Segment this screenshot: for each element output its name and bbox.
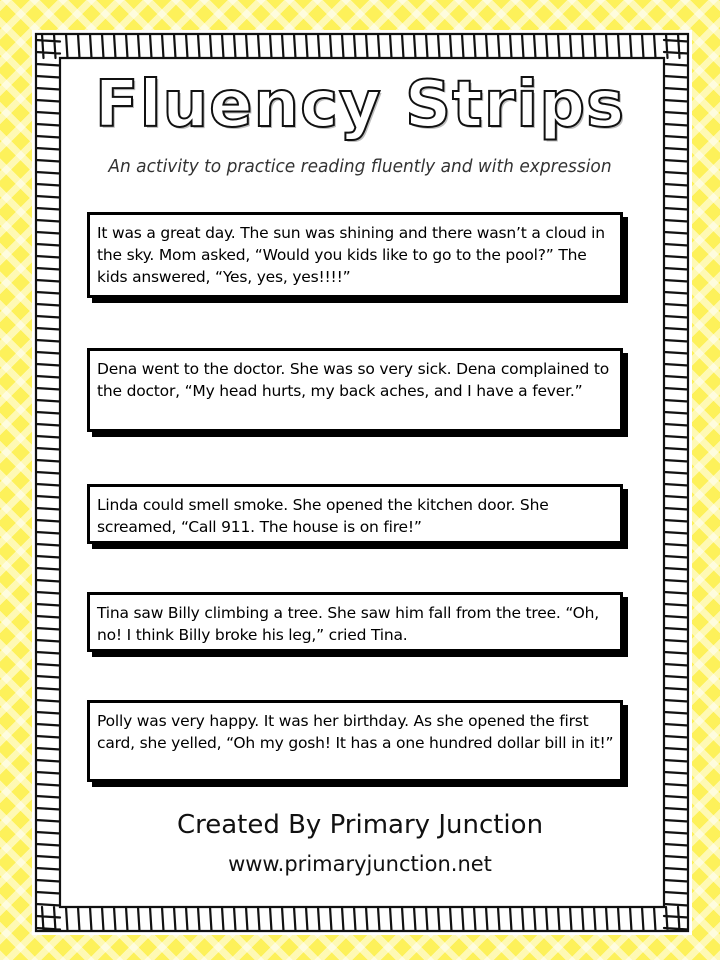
fluency-strip: It was a great day. The sun was shining and there wasn’t a cloud in the sky. Mom asked, “Would you kids like to go to the pool?” The kids answered, “Yes, yes, yes!!!!” [87, 212, 623, 298]
page-title: Fluency Strips [94, 68, 626, 142]
fluency-strip: Dena went to the doctor. She was so very sick. Dena complained to the doctor, “My head hurts, my back aches, and I have a fever.” [87, 348, 623, 432]
fluency-strip: Polly was very happy. It was her birthday. As she opened the first card, she yelled, “Oh my gosh! It has a one hundred dollar bill in it!” [87, 700, 623, 782]
page-subtitle: An activity to practice reading fluently and with expression [108, 157, 612, 177]
footer-credit: Created By Primary Junction [176, 810, 544, 840]
footer-url: www.primaryjunction.net [228, 852, 492, 876]
fluency-strip: Linda could smell smoke. She opened the kitchen door. She screamed, “Call 911. The house is on fire!” [87, 484, 623, 544]
fluency-strip: Tina saw Billy climbing a tree. She saw him fall from the tree. “Oh, no! I think Billy broke his leg,” cried Tina. [87, 592, 623, 652]
